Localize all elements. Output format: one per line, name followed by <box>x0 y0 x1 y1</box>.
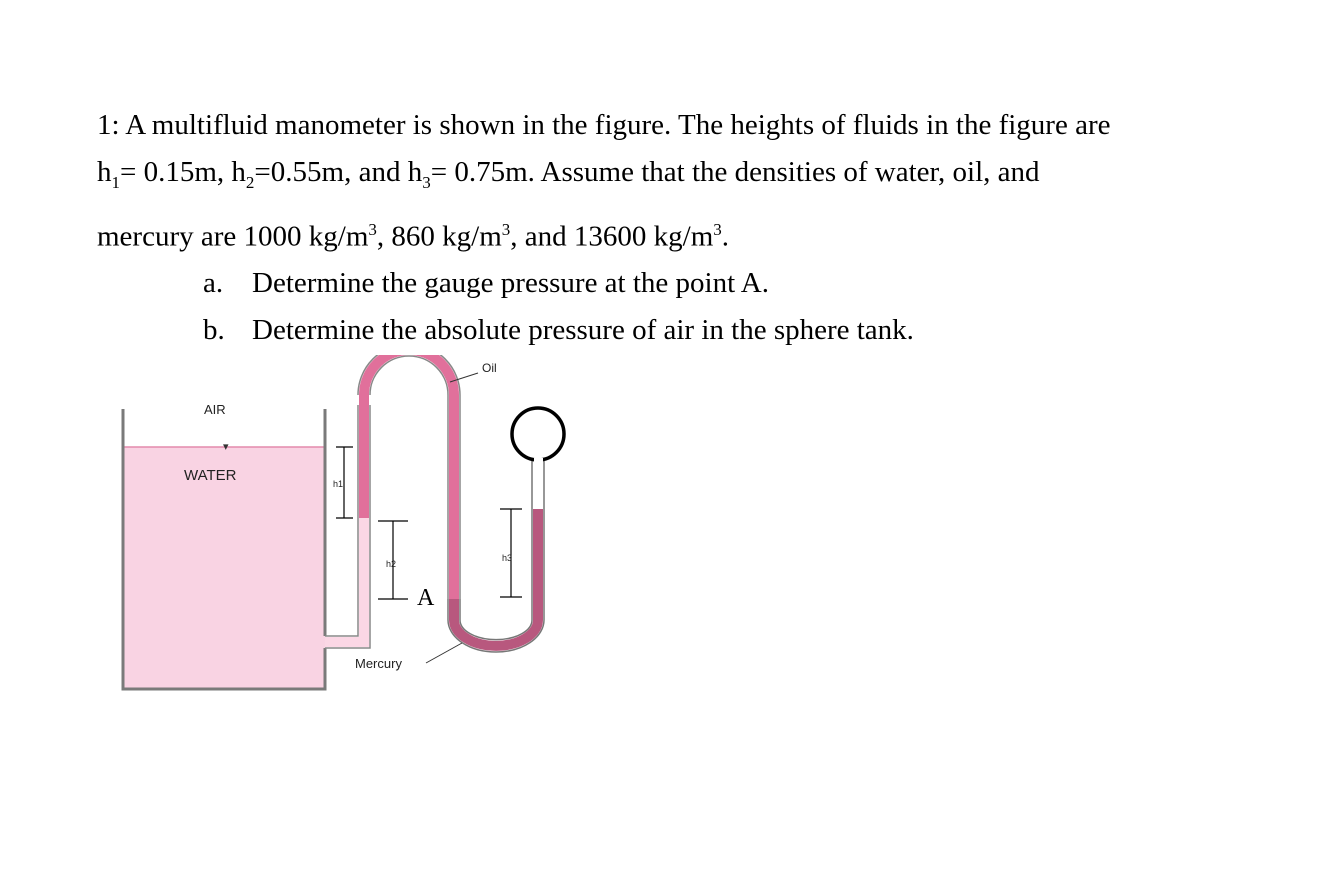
cube-superscript: 3 <box>713 219 722 239</box>
density-mercury: , and 13600 kg/m <box>510 220 714 253</box>
water-pipe-wall-inner <box>325 405 358 636</box>
mercury-wall-inner <box>460 455 532 640</box>
mercury-label: Mercury <box>355 656 402 671</box>
point-a-label: A <box>417 585 435 611</box>
problem-line-3 <box>97 206 1277 261</box>
item-text: Determine the absolute pressure of air in the sphere tank. <box>252 314 914 347</box>
item-marker: a. <box>203 267 224 300</box>
oil-column <box>364 355 454 599</box>
h1-label: h1 <box>333 479 344 489</box>
h3-subscript: 3 <box>422 172 431 192</box>
question-item-b <box>97 307 1277 354</box>
problem-statement <box>97 102 1277 354</box>
item-text: Determine the gauge pressure at the point A. <box>252 267 770 300</box>
question-item-a <box>97 260 1277 307</box>
h2-value: =0.55m, and <box>254 156 408 188</box>
sphere-neck <box>534 458 543 463</box>
density-oil: , 860 kg/m <box>376 220 502 253</box>
h2-label: h2 <box>386 559 397 569</box>
cube-superscript: 3 <box>501 219 511 239</box>
item-marker: b. <box>203 314 225 347</box>
cube-superscript: 3 <box>368 219 377 239</box>
sentence-end: . <box>721 220 730 253</box>
problem-line-2 <box>97 149 1277 206</box>
h3-value: = 0.75m. Assume that the densities of water, oil, and <box>430 156 1040 188</box>
air-label: AIR <box>204 402 226 417</box>
mercury-column <box>454 509 538 646</box>
question-list <box>97 260 1277 354</box>
oil-label: Oil <box>482 361 497 375</box>
mercury-wall-outer <box>448 455 544 652</box>
density-water: mercury are 1000 kg/m <box>97 220 369 253</box>
problem-line-1 <box>97 102 1277 149</box>
mercury-leader <box>426 643 462 663</box>
water-label: WATER <box>184 467 237 484</box>
h2-symbol: h <box>231 156 246 188</box>
h1-subscript: 1 <box>111 172 120 192</box>
h1-value: = 0.15m, <box>120 156 232 188</box>
h3-symbol: h <box>407 156 423 188</box>
h3-label: h3 <box>502 553 513 563</box>
water-surface-marker: ▾ <box>223 441 229 453</box>
arch-wall-inner <box>370 356 448 599</box>
sphere-tank <box>512 408 564 460</box>
problem-intro: 1: A multifluid manometer is shown in the figure. The heights of fluids in the figure are <box>97 109 1111 141</box>
h1-symbol: h <box>97 156 112 188</box>
manometer-diagram <box>110 355 580 700</box>
h2-subscript: 2 <box>245 172 255 192</box>
